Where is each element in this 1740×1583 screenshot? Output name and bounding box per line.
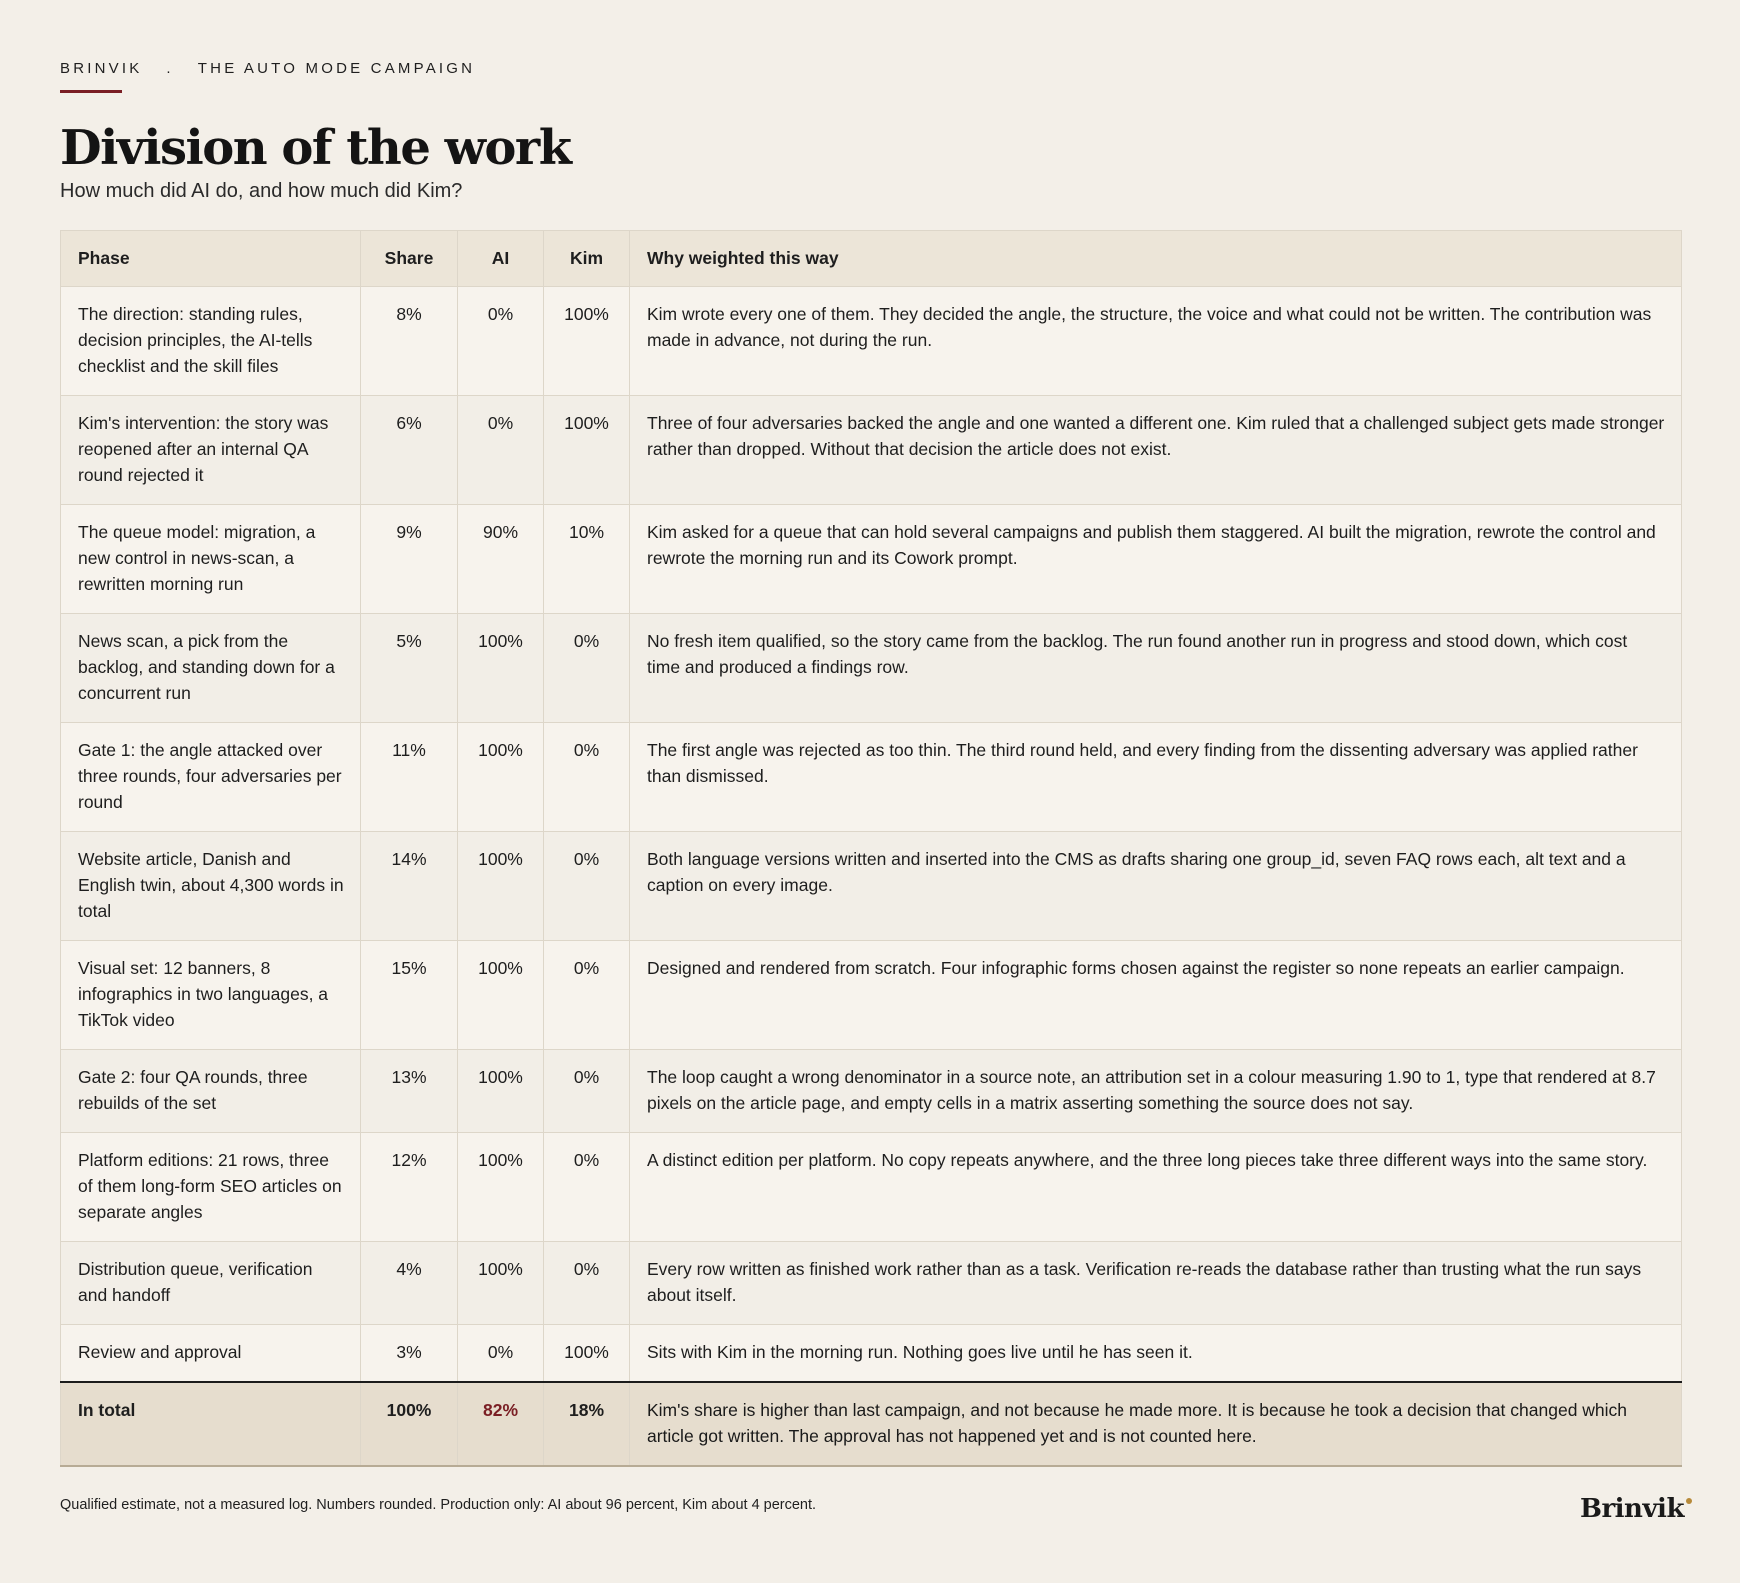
phase-cell: The direction: standing rules, decision principles, the AI-tells checklist and the skill files xyxy=(61,287,361,396)
ai-cell: 0% xyxy=(458,287,544,396)
footnote: Qualified estimate, not a measured log. Numbers rounded. Production only: AI about 96 percent, Kim about 4 percent. xyxy=(60,1497,817,1513)
total-why-cell: Kim's share is higher than last campaign, and not because he made more. It is because he took a decision that changed which article got written. The approval has not happened yet and is not counted here. xyxy=(630,1382,1682,1466)
kim-cell: 100% xyxy=(544,1325,630,1383)
kim-cell: 0% xyxy=(544,1050,630,1133)
table-row xyxy=(61,287,1682,396)
why-cell: The first angle was rejected as too thin. The third round held, and every finding from the dissenting adversary was applied rather than dismissed. xyxy=(630,723,1682,832)
ai-cell: 100% xyxy=(458,941,544,1050)
accent-rule xyxy=(60,90,122,93)
why-cell: No fresh item qualified, so the story came from the backlog. The run found another run in progress and stood down, which cost time and produced a findings row. xyxy=(630,614,1682,723)
table-header-row xyxy=(61,231,1682,287)
table-row xyxy=(61,505,1682,614)
why-cell: Every row written as finished work rather than as a task. Verification re-reads the database rather than trusting what the run says about itself. xyxy=(630,1242,1682,1325)
why-cell: The loop caught a wrong denominator in a source note, an attribution set in a colour measuring 1.90 to 1, type that rendered at 8.7 pixels on the article page, and empty cells in a matrix asserting something the source does not say. xyxy=(630,1050,1682,1133)
phase-cell: Visual set: 12 banners, 8 infographics in two languages, a TikTok video xyxy=(61,941,361,1050)
ai-cell: 100% xyxy=(458,614,544,723)
kim-cell: 100% xyxy=(544,287,630,396)
kicker-separator: . xyxy=(166,60,174,77)
table-row xyxy=(61,1133,1682,1242)
table-row xyxy=(61,941,1682,1050)
page-title: Division of the work xyxy=(60,120,571,176)
kim-cell: 10% xyxy=(544,505,630,614)
column-header-kim: Kim xyxy=(544,231,630,287)
share-cell: 8% xyxy=(361,287,458,396)
total-row xyxy=(61,1382,1682,1466)
table-row xyxy=(61,723,1682,832)
ai-cell: 100% xyxy=(458,1133,544,1242)
share-cell: 9% xyxy=(361,505,458,614)
ai-cell: 0% xyxy=(458,1325,544,1383)
share-cell: 3% xyxy=(361,1325,458,1383)
phase-cell: Website article, Danish and English twin, about 4,300 words in total xyxy=(61,832,361,941)
share-cell: 6% xyxy=(361,396,458,505)
brand-logo-text: Brinvik xyxy=(1580,1494,1684,1524)
division-table xyxy=(60,230,1682,1467)
kim-cell: 0% xyxy=(544,723,630,832)
phase-cell: News scan, a pick from the backlog, and standing down for a concurrent run xyxy=(61,614,361,723)
ai-cell: 100% xyxy=(458,1050,544,1133)
phase-cell: Gate 1: the angle attacked over three rounds, four adversaries per round xyxy=(61,723,361,832)
share-cell: 4% xyxy=(361,1242,458,1325)
phase-cell: Review and approval xyxy=(61,1325,361,1383)
page-subtitle: How much did AI do, and how much did Kim? xyxy=(60,180,463,202)
column-header-phase: Phase xyxy=(61,231,361,287)
share-cell: 13% xyxy=(361,1050,458,1133)
table-row xyxy=(61,832,1682,941)
campaign-label: THE AUTO MODE CAMPAIGN xyxy=(197,60,476,77)
phase-cell: The queue model: migration, a new control in news-scan, a rewritten morning run xyxy=(61,505,361,614)
share-cell: 11% xyxy=(361,723,458,832)
total-ai-cell: 82% xyxy=(458,1382,544,1466)
phase-cell: Gate 2: four QA rounds, three rebuilds of the set xyxy=(61,1050,361,1133)
kim-cell: 0% xyxy=(544,1242,630,1325)
brand-label: BRINVIK xyxy=(60,60,143,77)
total-phase-cell: In total xyxy=(61,1382,361,1466)
share-cell: 5% xyxy=(361,614,458,723)
column-header-ai: AI xyxy=(458,231,544,287)
kim-cell: 0% xyxy=(544,832,630,941)
share-cell: 15% xyxy=(361,941,458,1050)
why-cell: Designed and rendered from scratch. Four infographic forms chosen against the register so none repeats an earlier campaign. xyxy=(630,941,1682,1050)
ai-cell: 90% xyxy=(458,505,544,614)
ai-cell: 100% xyxy=(458,723,544,832)
phase-cell: Distribution queue, verification and handoff xyxy=(61,1242,361,1325)
ai-cell: 100% xyxy=(458,1242,544,1325)
column-header-share: Share xyxy=(361,231,458,287)
table-row xyxy=(61,1242,1682,1325)
why-cell: A distinct edition per platform. No copy repeats anywhere, and the three long pieces take three different ways into the same story. xyxy=(630,1133,1682,1242)
table-row xyxy=(61,1325,1682,1383)
phase-cell: Platform editions: 21 rows, three of them long-form SEO articles on separate angles xyxy=(61,1133,361,1242)
kicker xyxy=(60,60,475,77)
brand-logo xyxy=(1580,1494,1692,1524)
table-row xyxy=(61,1050,1682,1133)
why-cell: Both language versions written and inserted into the CMS as drafts sharing one group_id, seven FAQ rows each, alt text and a caption on every image. xyxy=(630,832,1682,941)
kim-cell: 0% xyxy=(544,1133,630,1242)
share-cell: 12% xyxy=(361,1133,458,1242)
kim-cell: 100% xyxy=(544,396,630,505)
table-row xyxy=(61,614,1682,723)
ai-cell: 0% xyxy=(458,396,544,505)
ai-cell: 100% xyxy=(458,832,544,941)
why-cell: Three of four adversaries backed the angle and one wanted a different one. Kim ruled that a challenged subject gets made stronger rather than dropped. Without that decision the article does not exist. xyxy=(630,396,1682,505)
phase-cell: Kim's intervention: the story was reopened after an internal QA round rejected it xyxy=(61,396,361,505)
why-cell: Kim wrote every one of them. They decided the angle, the structure, the voice and what could not be written. The contribution was made in advance, not during the run. xyxy=(630,287,1682,396)
share-cell: 14% xyxy=(361,832,458,941)
kim-cell: 0% xyxy=(544,941,630,1050)
total-share-cell: 100% xyxy=(361,1382,458,1466)
table-row xyxy=(61,396,1682,505)
column-header-why: Why weighted this way xyxy=(630,231,1682,287)
why-cell: Kim asked for a queue that can hold several campaigns and publish them staggered. AI built the migration, rewrote the control and rewrote the morning run and its Cowork prompt. xyxy=(630,505,1682,614)
total-kim-cell: 18% xyxy=(544,1382,630,1466)
logo-dot-icon xyxy=(1686,1498,1692,1504)
why-cell: Sits with Kim in the morning run. Nothing goes live until he has seen it. xyxy=(630,1325,1682,1383)
kim-cell: 0% xyxy=(544,614,630,723)
